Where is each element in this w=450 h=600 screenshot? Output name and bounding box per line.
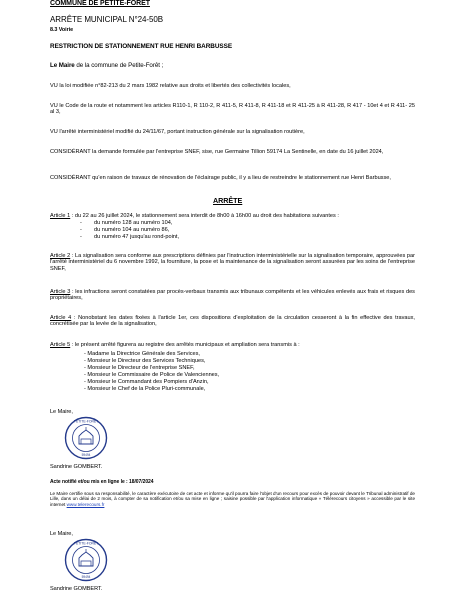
- article-1-item-text: du numéro 47 jusqu'au rond-point,: [94, 234, 180, 240]
- article-1-item: - du numéro 47 jusqu'au rond-point,: [80, 234, 180, 240]
- article-3-label: Article 3: [50, 289, 71, 295]
- municipal-seal-icon: [64, 416, 108, 460]
- maire-rest: de la commune de Petite-Forêt ;: [74, 62, 164, 69]
- visa-code-route: VU le Code de la route et notamment les articles R110-1, R 110-2, R 411-5, R 411-8, R 411-18 et R 411-25 à R 411-28, R 417 - 10et 4 et R 411- 25 al 3,: [50, 103, 415, 116]
- visa-loi: VU la loi modifiée n°82-213 du 2 mars 1982 relative aux droits et libertés des collectivités locales,: [50, 83, 291, 89]
- article-2-text: : La signalisation sera conforme aux prescriptions définies par l'instruction interministérielle sur la signalisation temporaire, approuvées par l'arrêté interministériel du 6 novembre 1992, la fourniture, la pose et la maintenance de la signalisation seront assurées par les soins de l'entreprise SNEF,: [50, 253, 415, 272]
- article-1-item-text: du numéro 128 au numéro 104,: [94, 220, 173, 226]
- publication-date: Acte notifié et/ou mis en ligne le : 18/07/2024: [50, 479, 154, 485]
- article-1-item: - du numéro 104 au numéro 86,: [80, 227, 170, 233]
- telerecours-link[interactable]: www.telerecours.fr: [66, 501, 105, 507]
- svg-text:59494: 59494: [81, 575, 91, 579]
- maire-label: Le Maire: [50, 62, 75, 69]
- article-4-label: Article 4: [50, 315, 72, 321]
- signatory-name: Sandrine GOMBERT.: [50, 464, 103, 470]
- article-5-recipient: - Monsieur le Commandant des Pompiers d'Anzin,: [84, 379, 209, 385]
- arrete-heading: ARRÊTE: [213, 196, 243, 205]
- article-5-recipient: - Monsieur le Commissaire de Police de Valenciennes,: [84, 372, 220, 378]
- article-5-recipient: - Monsieur le Chef de la Police Pluri-communale,: [84, 386, 206, 392]
- document-title: RESTRICTION DE STATIONNEMENT RUE HENRI BARBUSSE: [50, 43, 233, 50]
- considerant-demande: CONSIDÉRANT la demande formulée par l'entreprise SNEF, sise, rue Germaine Tillion 59174 La Sentinelle, en date du 16 juillet 2024,: [50, 149, 384, 155]
- article-2: [50, 253, 415, 272]
- svg-text:59494: 59494: [81, 453, 91, 457]
- signature-title: Le Maire,: [50, 409, 73, 415]
- article-4-text: : Nonobstant les dates fixées à l'article 1er, ces dispositions d'exploitation de la circulation cesseront à la fin effective des travaux, concrétisée par la levée de la signalisation,: [50, 315, 415, 328]
- commune-header: COMMUNE DE PETITE-FORET: [50, 0, 150, 7]
- article-3: [50, 289, 415, 302]
- signatory-2-name: Sandrine GOMBERT.: [50, 586, 103, 592]
- article-1-item-text: du numéro 104 au numéro 86,: [94, 227, 170, 233]
- svg-text:PETITE-FORET: PETITE-FORET: [73, 541, 99, 546]
- category: 8.3 Voirie: [50, 27, 74, 33]
- visa-arrete: VU l'arrêté interministériel modifié du 24/11/67, portant instruction générale sur la signalisation routière,: [50, 129, 305, 135]
- article-5-label: Article 5: [50, 342, 71, 348]
- article-5-recipient: - Monsieur le Directeur de l'entreprise SNEF,: [84, 365, 195, 371]
- svg-text:PETITE-FORET: PETITE-FORET: [73, 419, 99, 424]
- legal-notice: [50, 491, 415, 507]
- article-5-text: : le présent arrêté figurera au registre des arrêtés municipaux et ampliation sera transmis à :: [70, 342, 300, 348]
- article-4: [50, 315, 415, 328]
- article-1: [50, 213, 415, 219]
- intro-line: [50, 62, 163, 69]
- considerant-travaux: CONSIDÉRANT qu'en raison de travaux de rénovation de l'éclairage public, il y a lieu de restreindre le stationnement rue Henri Barbusse,: [50, 175, 391, 181]
- article-2-label: Article 2: [50, 253, 71, 259]
- article-1-text: : du 22 au 26 juillet 2024, le stationnement sera interdit de 8h00 à 16h00 au droit des habitations suivantes :: [70, 213, 339, 219]
- article-5-recipient: - Monsieur le Directeur des Services Techniques,: [84, 358, 206, 364]
- article-1-label: Article 1: [50, 213, 71, 219]
- article-3-text: : les infractions seront constatées par procès-verbaux transmis aux tribunaux compétents et les véhicules enlevés aux frais et risques des propriétaires,: [50, 289, 415, 302]
- signature-2-title: Le Maire,: [50, 531, 73, 537]
- article-5-recipient: - Madame la Directrice Générale des Services,: [84, 351, 200, 357]
- article-1-item: - du numéro 128 au numéro 104,: [80, 220, 173, 226]
- arrete-number: ARRÊTE MUNICIPAL N°24-50B: [50, 15, 164, 24]
- article-5: [50, 342, 415, 348]
- legal-notice-text: Le Maire certifie sous sa responsabilité, le caractère exécutoire de cet acte et informe qu'il pourra faire l'objet d'un recours pour excès de pouvoir devant le Tribunal administratif de Lille, dans un délai de 2 mois, à compter de sa notification et/ou sa mise en ligne ; saisine possible par l'application informatique « Télérecours citoyens » accessible par le site internet: [50, 491, 415, 507]
- municipal-seal-2-icon: [64, 538, 108, 582]
